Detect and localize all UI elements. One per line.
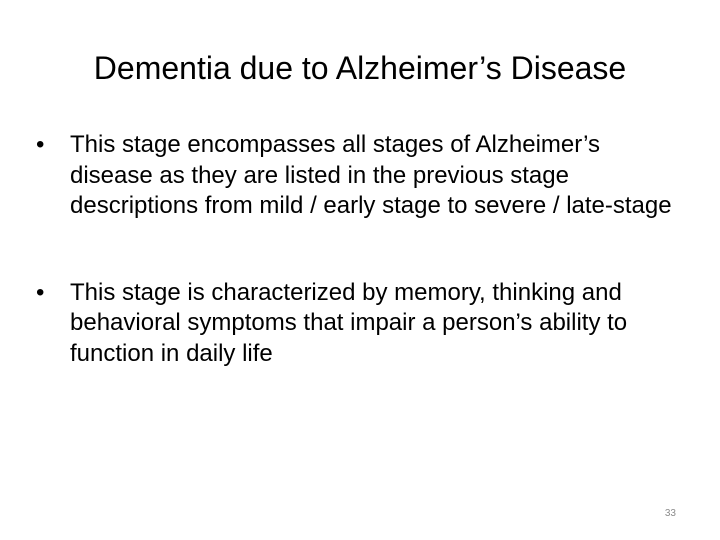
slide-title: Dementia due to Alzheimer’s Disease <box>93 50 627 86</box>
bullet-text: This stage encompasses all stages of Alzheimer’s disease as they are listed in the previous stage descriptions from mild / early stage to severe / late-stage <box>70 131 672 219</box>
bullet-list <box>36 130 676 369</box>
bullet-marker: • <box>36 278 45 306</box>
bullet-item <box>36 130 676 222</box>
bullet-text: This stage is characterized by memory, thinking and behavioral symptoms that impair a person’s ability to function in daily life <box>70 278 628 367</box>
page-number: 33 <box>664 508 676 519</box>
bullet-item <box>36 278 676 370</box>
bullet-marker: • <box>36 131 45 158</box>
